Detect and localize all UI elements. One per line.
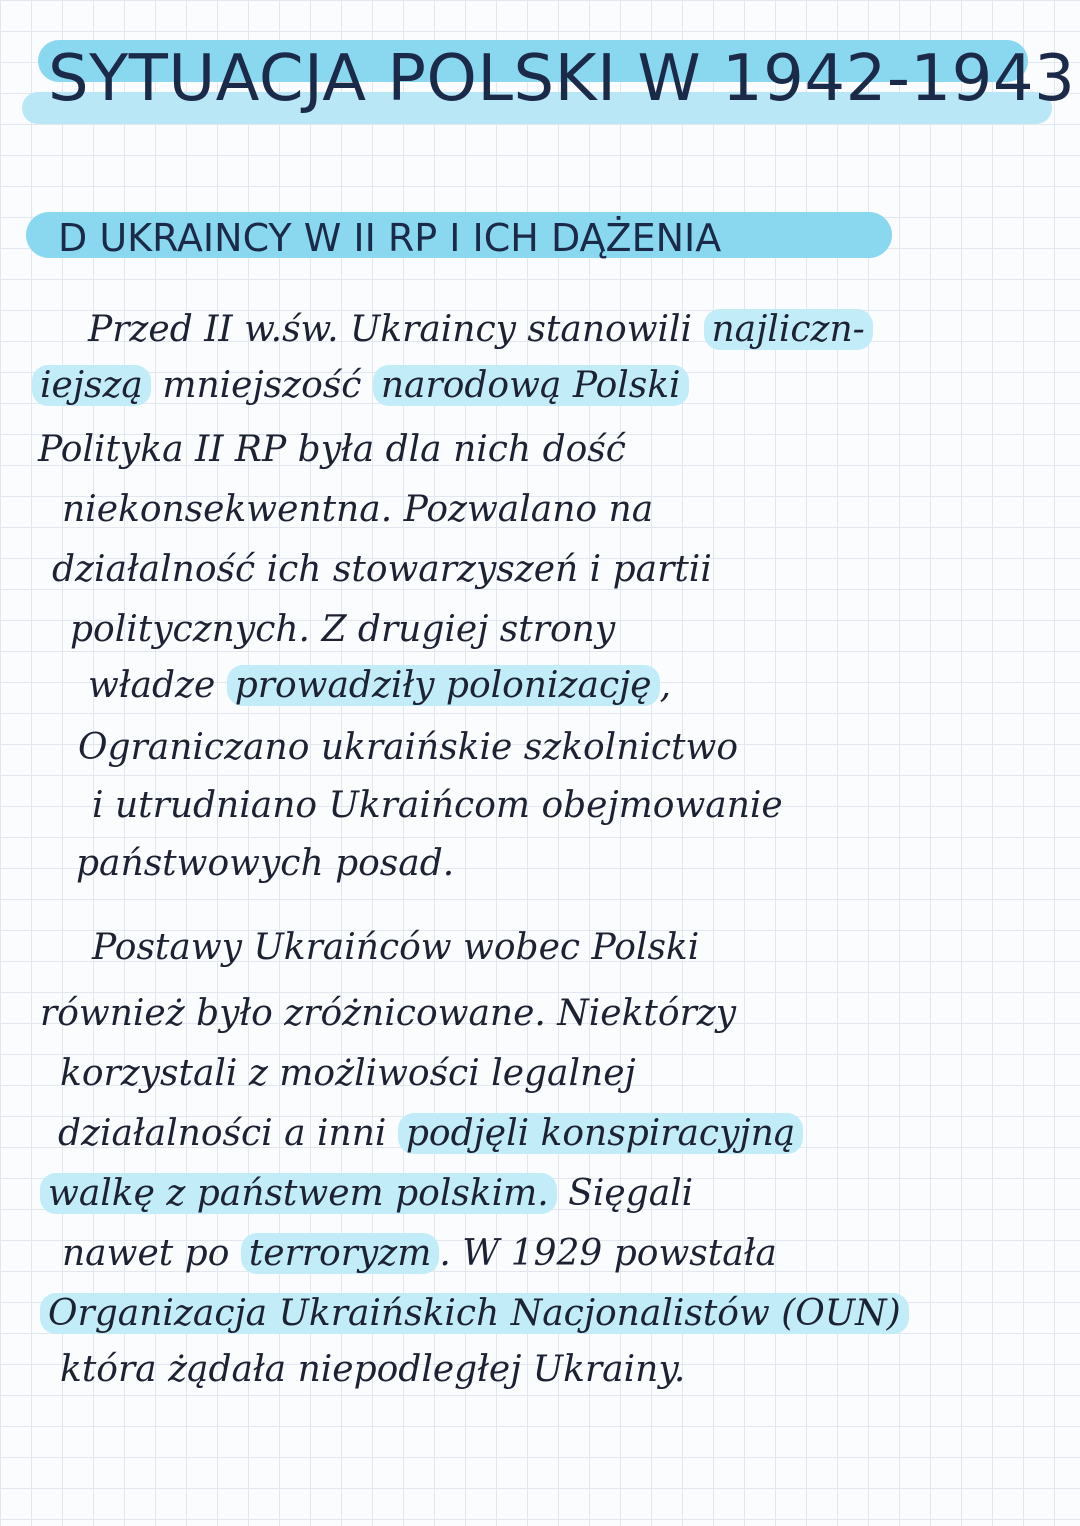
p2-line-2: również było zróżnicowane. Niektórzy [40, 993, 737, 1034]
p1-line-10: państwowych posad. [76, 843, 455, 884]
p1-line-1: Przed II w.św. Ukraincy stanowili najliczn- [88, 312, 873, 348]
p2-line-6: nawet po terroryzm . W 1929 powstała [62, 1233, 777, 1274]
p1-line-4: niekonsekwentna. Pozwalano na [62, 489, 654, 530]
p1-line-9: i utrudniano Ukraińcom obejmowanie [92, 785, 783, 826]
p1-line-3: Polityka II RP była dla nich dość [38, 429, 626, 470]
section-heading: D UKRAINCY W II RP I ICH DĄŻENIA [58, 216, 722, 260]
p2-line-7: Organizacja Ukraińskich Nacjonalistów (OUN) [40, 1296, 909, 1332]
page-title: SYTUACJA POLSKI W 1942-1943 [48, 42, 1076, 116]
p1-line-6: politycznych. Z drugiej strony [70, 609, 616, 650]
p2-line-3: korzystali z możliwości legalnej [60, 1053, 636, 1094]
p1-line-7: władze prowadziły polonizację , [88, 665, 672, 706]
p1-line-8: Ograniczano ukraińskie szkolnictwo [78, 727, 739, 768]
p2-line-8: która żądała niepodległej Ukrainy. [60, 1349, 686, 1390]
p2-line-5: walkę z państwem polskim. Sięgali [40, 1176, 693, 1212]
p1-line-2: iejszą mniejszość narodową Polski [32, 368, 689, 404]
p2-line-4: działalności a inni podjęli konspiracyjną [58, 1116, 803, 1152]
p1-line-5: działalność ich stowarzyszeń i partii [52, 549, 712, 590]
p2-line-1: Postawy Ukraińców wobec Polski [92, 927, 700, 968]
